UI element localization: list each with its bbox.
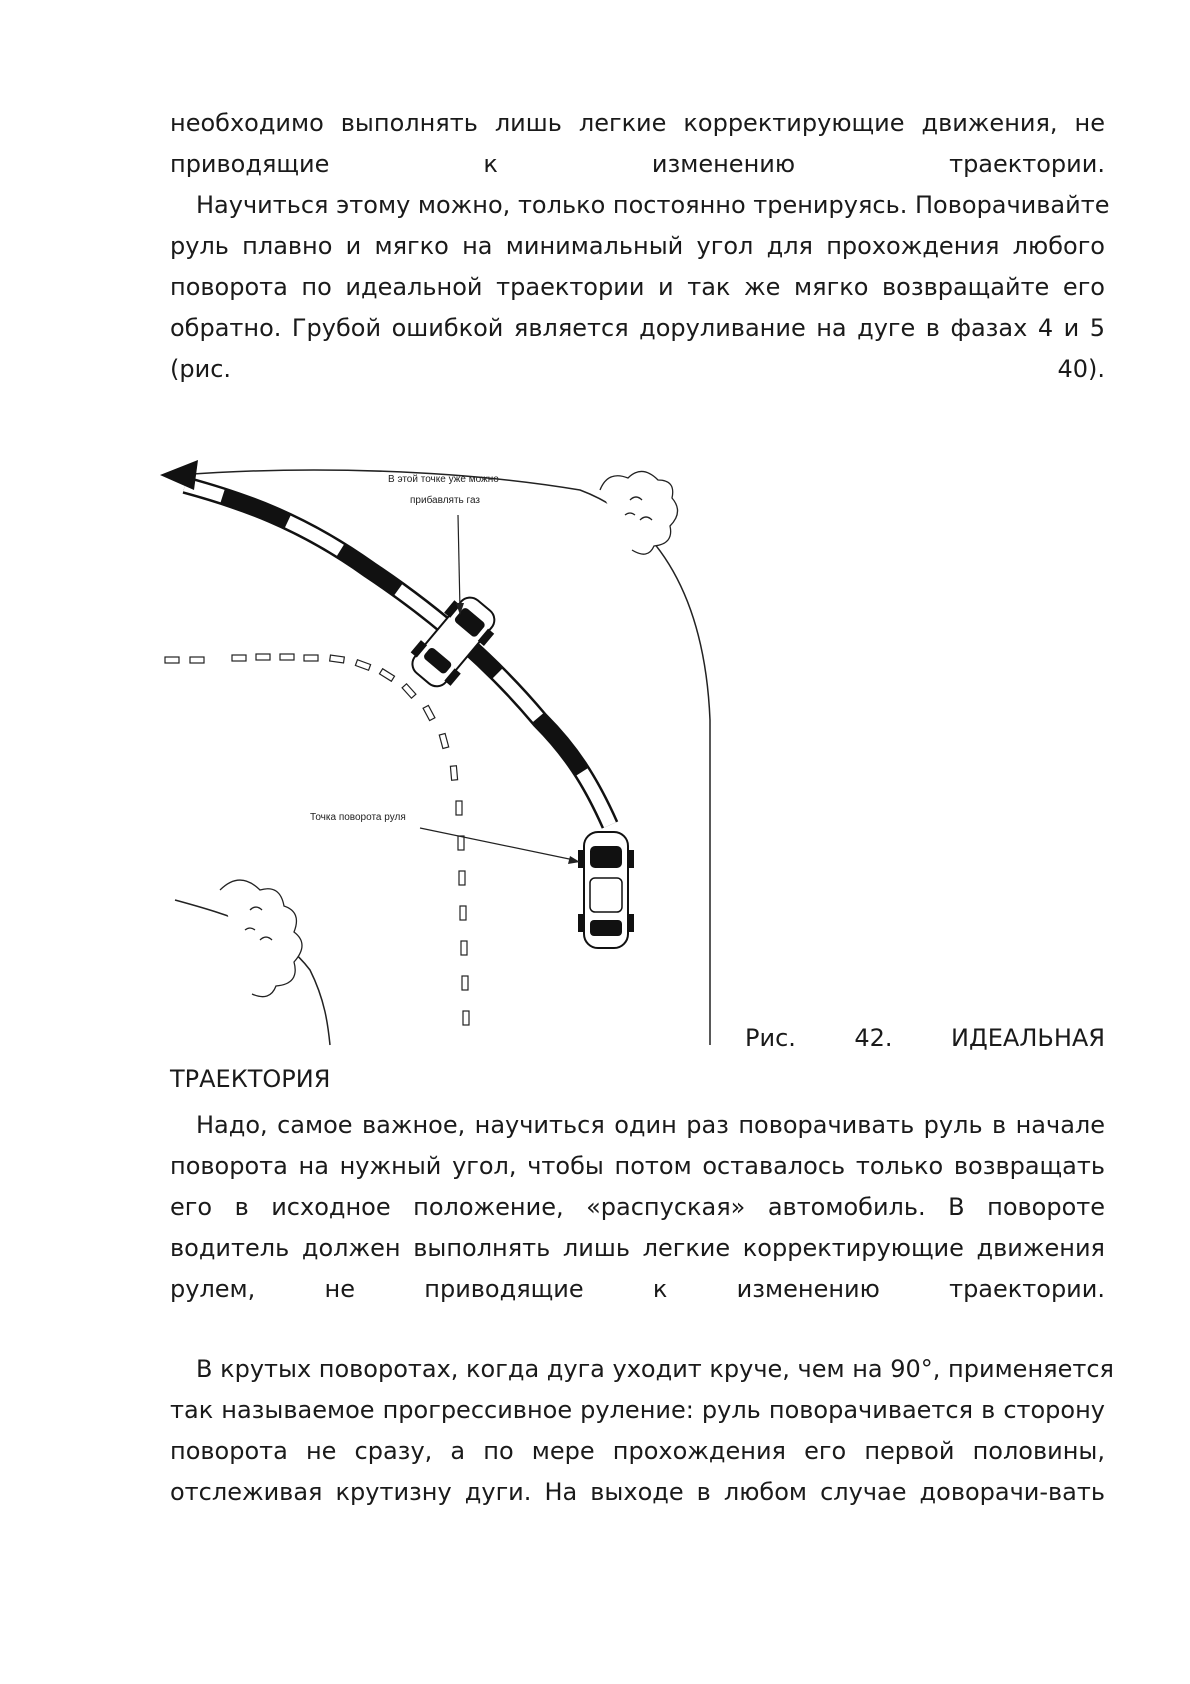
figure-caption: Рис. 42. ИДЕАЛЬНАЯ (745, 1024, 1105, 1052)
trajectory-path (185, 485, 610, 825)
text-line: приводящие к изменению траектории. (170, 150, 1105, 178)
label-gas-2: прибавлять газ (410, 495, 480, 506)
text-line: его в исходное положение, «распуская» автомобиль. В повороте (170, 1193, 1105, 1221)
arrow-head-icon (160, 460, 198, 490)
text-line: рулем, не приводящие к изменению траектории. (170, 1275, 1105, 1303)
text-line: необходимо выполнять лишь легкие корректирующие движения, не (170, 109, 1105, 137)
label-turn-point: Точка поворота руля (310, 812, 406, 823)
text-line: отслеживая крутизну дуги. На выходе в любом случае доворачи-вать (170, 1478, 1105, 1506)
text-line: поворота на нужный угол, чтобы потом оставалось только возвращать (170, 1152, 1105, 1180)
text-line: обратно. Грубой ошибкой является доруливание на дуге в фазах 4 и 5 (170, 314, 1105, 342)
lane-dashes (165, 654, 469, 1025)
text-line: поворота по идеальной траектории и так же мягко возвращайте его (170, 273, 1105, 301)
label-gas: В этой точке уже можно (388, 474, 499, 485)
text-line: так называемое прогрессивное руление: руль поворачивается в сторону (170, 1396, 1105, 1424)
ideal-trajectory-figure (160, 460, 720, 1050)
text-line: водитель должен выполнять лишь легкие корректирующие движения (170, 1234, 1105, 1262)
bush-top-right (600, 471, 678, 554)
text-line: Научиться этому можно, только постоянно тренируясь. Поворачивайте (196, 191, 1110, 219)
bush-bottom-left (220, 880, 302, 997)
text-line: руль плавно и мягко на минимальный угол для прохождения любого (170, 232, 1105, 260)
text-line: В крутых поворотах, когда дуга уходит круче, чем на 90°, применяется (196, 1355, 1114, 1383)
trajectory-light-segments (185, 485, 610, 825)
figure-caption-cont: ТРАЕКТОРИЯ (170, 1065, 331, 1093)
car-bottom (578, 832, 634, 948)
text-line: (рис. 40). (170, 355, 1105, 383)
text-line: поворота не сразу, а по мере прохождения его первой половины, (170, 1437, 1105, 1465)
text-line: Надо, самое важное, научиться один раз поворачивать руль в начале (196, 1111, 1105, 1139)
